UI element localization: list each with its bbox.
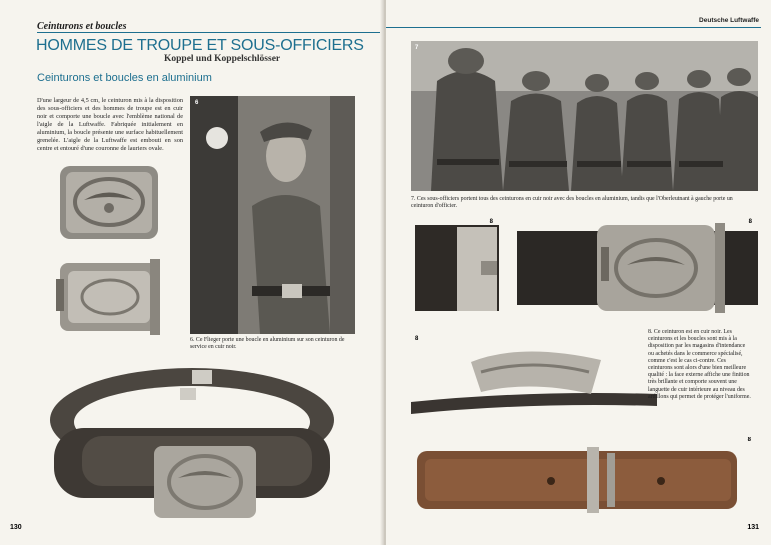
photo-number-8c: 8 [415,336,419,342]
buckle-side-photo [411,332,657,432]
body-text: D'une largeur de 4,5 cm, le ceinturon mis à la disposition des sous-officiers et des hommes de troupe est en cuir noir et comporte une boucle avec l'emblème national de l'aigle de la Luftwaffe. Fabriquée initialement en aluminium, la boucle présente une surface habituellement grenelée. L'aigle de la Luftwaffe est embouti en son centre et entouré d'une couronne de lauriers ovale. [37,97,183,152]
photo-number-7: 7 [415,45,419,51]
airman-photo [190,96,355,334]
belt-tongue-photo [411,217,507,317]
buckle-front-photo [54,160,166,245]
caption-8: 8. Ce ceinturon est en cuir noir. Les ceinturons et les boucles sont mis à la disposition par les magasins d'intendance ou achetés dans le commerce spécialisé, comme c'est le cas ci-contre. Ces ceinturons sont alors d'une bien meilleure qualité : la face externe affiche une finition très brillante et comporte souvent une languette de cuir intérieure au niveau des ardillons qui permet de protéger l'uniforme. [648,329,751,400]
left-page [0,0,384,545]
page-number-left: 130 [10,524,22,531]
running-head-left: Ceinturons et boucles [37,21,127,32]
running-head-right: Deutsche Luftwaffe [699,17,759,24]
photo-number-8d: 8 [747,437,751,443]
header-rule-right [386,27,761,28]
page-number-right: 131 [747,524,759,531]
caption-7: 7. Ces sous-officiers portent tous des ceinturons en cuir noir avec des boucles en aluminium, tandis que l'Oberleutnant à gauche porte un ceinturon d'officier. [411,196,733,210]
caption-6: 6. Ce Flieger porte une boucle en aluminium sur son ceinturon de service en cuir noir. [190,337,345,351]
buckle-back-photo [54,255,169,338]
photo-number-6: 6 [195,100,199,106]
photo-number-8b: 8 [748,219,752,225]
buckle-on-belt-photo [517,217,758,317]
soldiers-photo [411,41,758,191]
right-page [386,0,771,545]
section-heading: Ceinturons et boucles en aluminium [37,72,212,84]
page-title: HOMMES DE TROUPE ET SOUS-OFFICIERS [36,37,364,54]
page-subtitle: Koppel und Koppelschlösser [164,54,281,64]
belt-with-buckle-photo [42,358,342,523]
header-rule-left [37,32,382,33]
photo-number-8a: 8 [489,219,493,225]
brown-belt-photo [411,437,757,522]
